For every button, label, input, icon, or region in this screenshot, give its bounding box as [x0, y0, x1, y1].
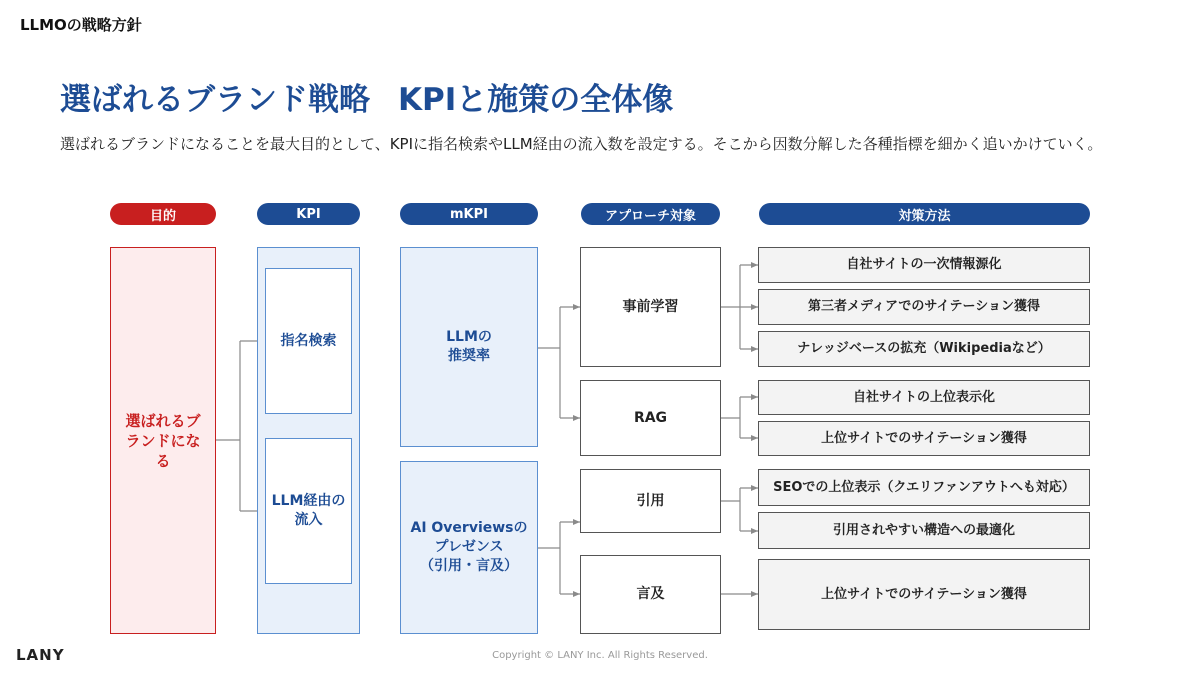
- column-header-measures: 対策方法: [759, 203, 1090, 225]
- column-header-goal: 目的: [110, 203, 216, 225]
- page-lead: 選ばれるブランドになることを最大目的として、KPIに指名検索やLLM経由の流入数を設定する。そこから因数分解した各種指標を細かく追いかけていく。: [60, 135, 1103, 153]
- measure-label: ナレッジベースの拡充（Wikipediaなど）: [797, 341, 1051, 356]
- mkpi-label-line: プレゼンス: [434, 539, 504, 555]
- measure-item: [758, 559, 1090, 630]
- measure-label: 自社サイトの上位表示化: [852, 389, 996, 405]
- measure-label: SEOでの上位表示（クエリファンアウトへも対応）: [773, 479, 1075, 495]
- approach-rag: [580, 380, 721, 456]
- goal-text-line: る: [155, 451, 171, 470]
- goal-box: [110, 247, 216, 634]
- measure-item: [758, 247, 1090, 283]
- measure-label: 自社サイトの一次情報源化: [846, 257, 1002, 272]
- goal-text-line: ランドにな: [125, 431, 201, 450]
- measure-label: 第三者メディアでのサイテーション獲得: [808, 299, 1040, 314]
- approach-label: 引用: [636, 492, 665, 509]
- goal-text-line: 選ばれるブ: [125, 411, 201, 430]
- measure-label: 上位サイトでのサイテーション獲得: [821, 430, 1027, 446]
- mkpi-label-line: （引用・言及）: [420, 558, 518, 574]
- measure-item: [758, 380, 1090, 415]
- footer-copyright: Copyright © LANY Inc. All Rights Reserved.: [492, 650, 708, 661]
- measure-item: [758, 469, 1090, 506]
- kpi-label: 指名検索: [280, 332, 337, 349]
- mkpi-ai-overviews-presence: [400, 461, 538, 634]
- measure-item: [758, 331, 1090, 367]
- approach-pretraining: [580, 247, 721, 367]
- kpi-label-line: 流入: [294, 512, 323, 528]
- page-title-sub: KPIと施策の全体像: [398, 82, 674, 118]
- mkpi-label-line: AI Overviewsの: [410, 520, 528, 536]
- approach-label: RAG: [633, 409, 668, 426]
- column-header-approach: アプローチ対象: [581, 203, 720, 225]
- column-header-kpi: KPI: [257, 203, 360, 225]
- mkpi-label-line: LLMの: [446, 329, 492, 345]
- kpi-branded-search: [265, 268, 352, 414]
- kpi-label-line: LLM経由の: [271, 493, 346, 509]
- mkpi-llm-recommendation: [400, 247, 538, 447]
- measure-item: [758, 421, 1090, 456]
- section-label: LLMOの戦略方針: [20, 16, 142, 34]
- approach-label: 事前学習: [622, 298, 679, 315]
- page-title-main: 選ばれるブランド戦略: [60, 82, 370, 118]
- measure-label: 引用されやすい構造への最適化: [832, 522, 1015, 538]
- measure-item: [758, 289, 1090, 325]
- approach-citation: [580, 469, 721, 533]
- column-header-mkpi: mKPI: [400, 203, 538, 225]
- kpi-llm-traffic: [265, 438, 352, 584]
- measure-item: [758, 512, 1090, 549]
- footer-logo: LANY: [16, 646, 65, 664]
- approach-label: 言及: [636, 586, 665, 602]
- mkpi-label-line: 推奨率: [448, 348, 490, 364]
- approach-mention: [580, 555, 721, 634]
- measure-label: 上位サイトでのサイテーション獲得: [821, 586, 1027, 602]
